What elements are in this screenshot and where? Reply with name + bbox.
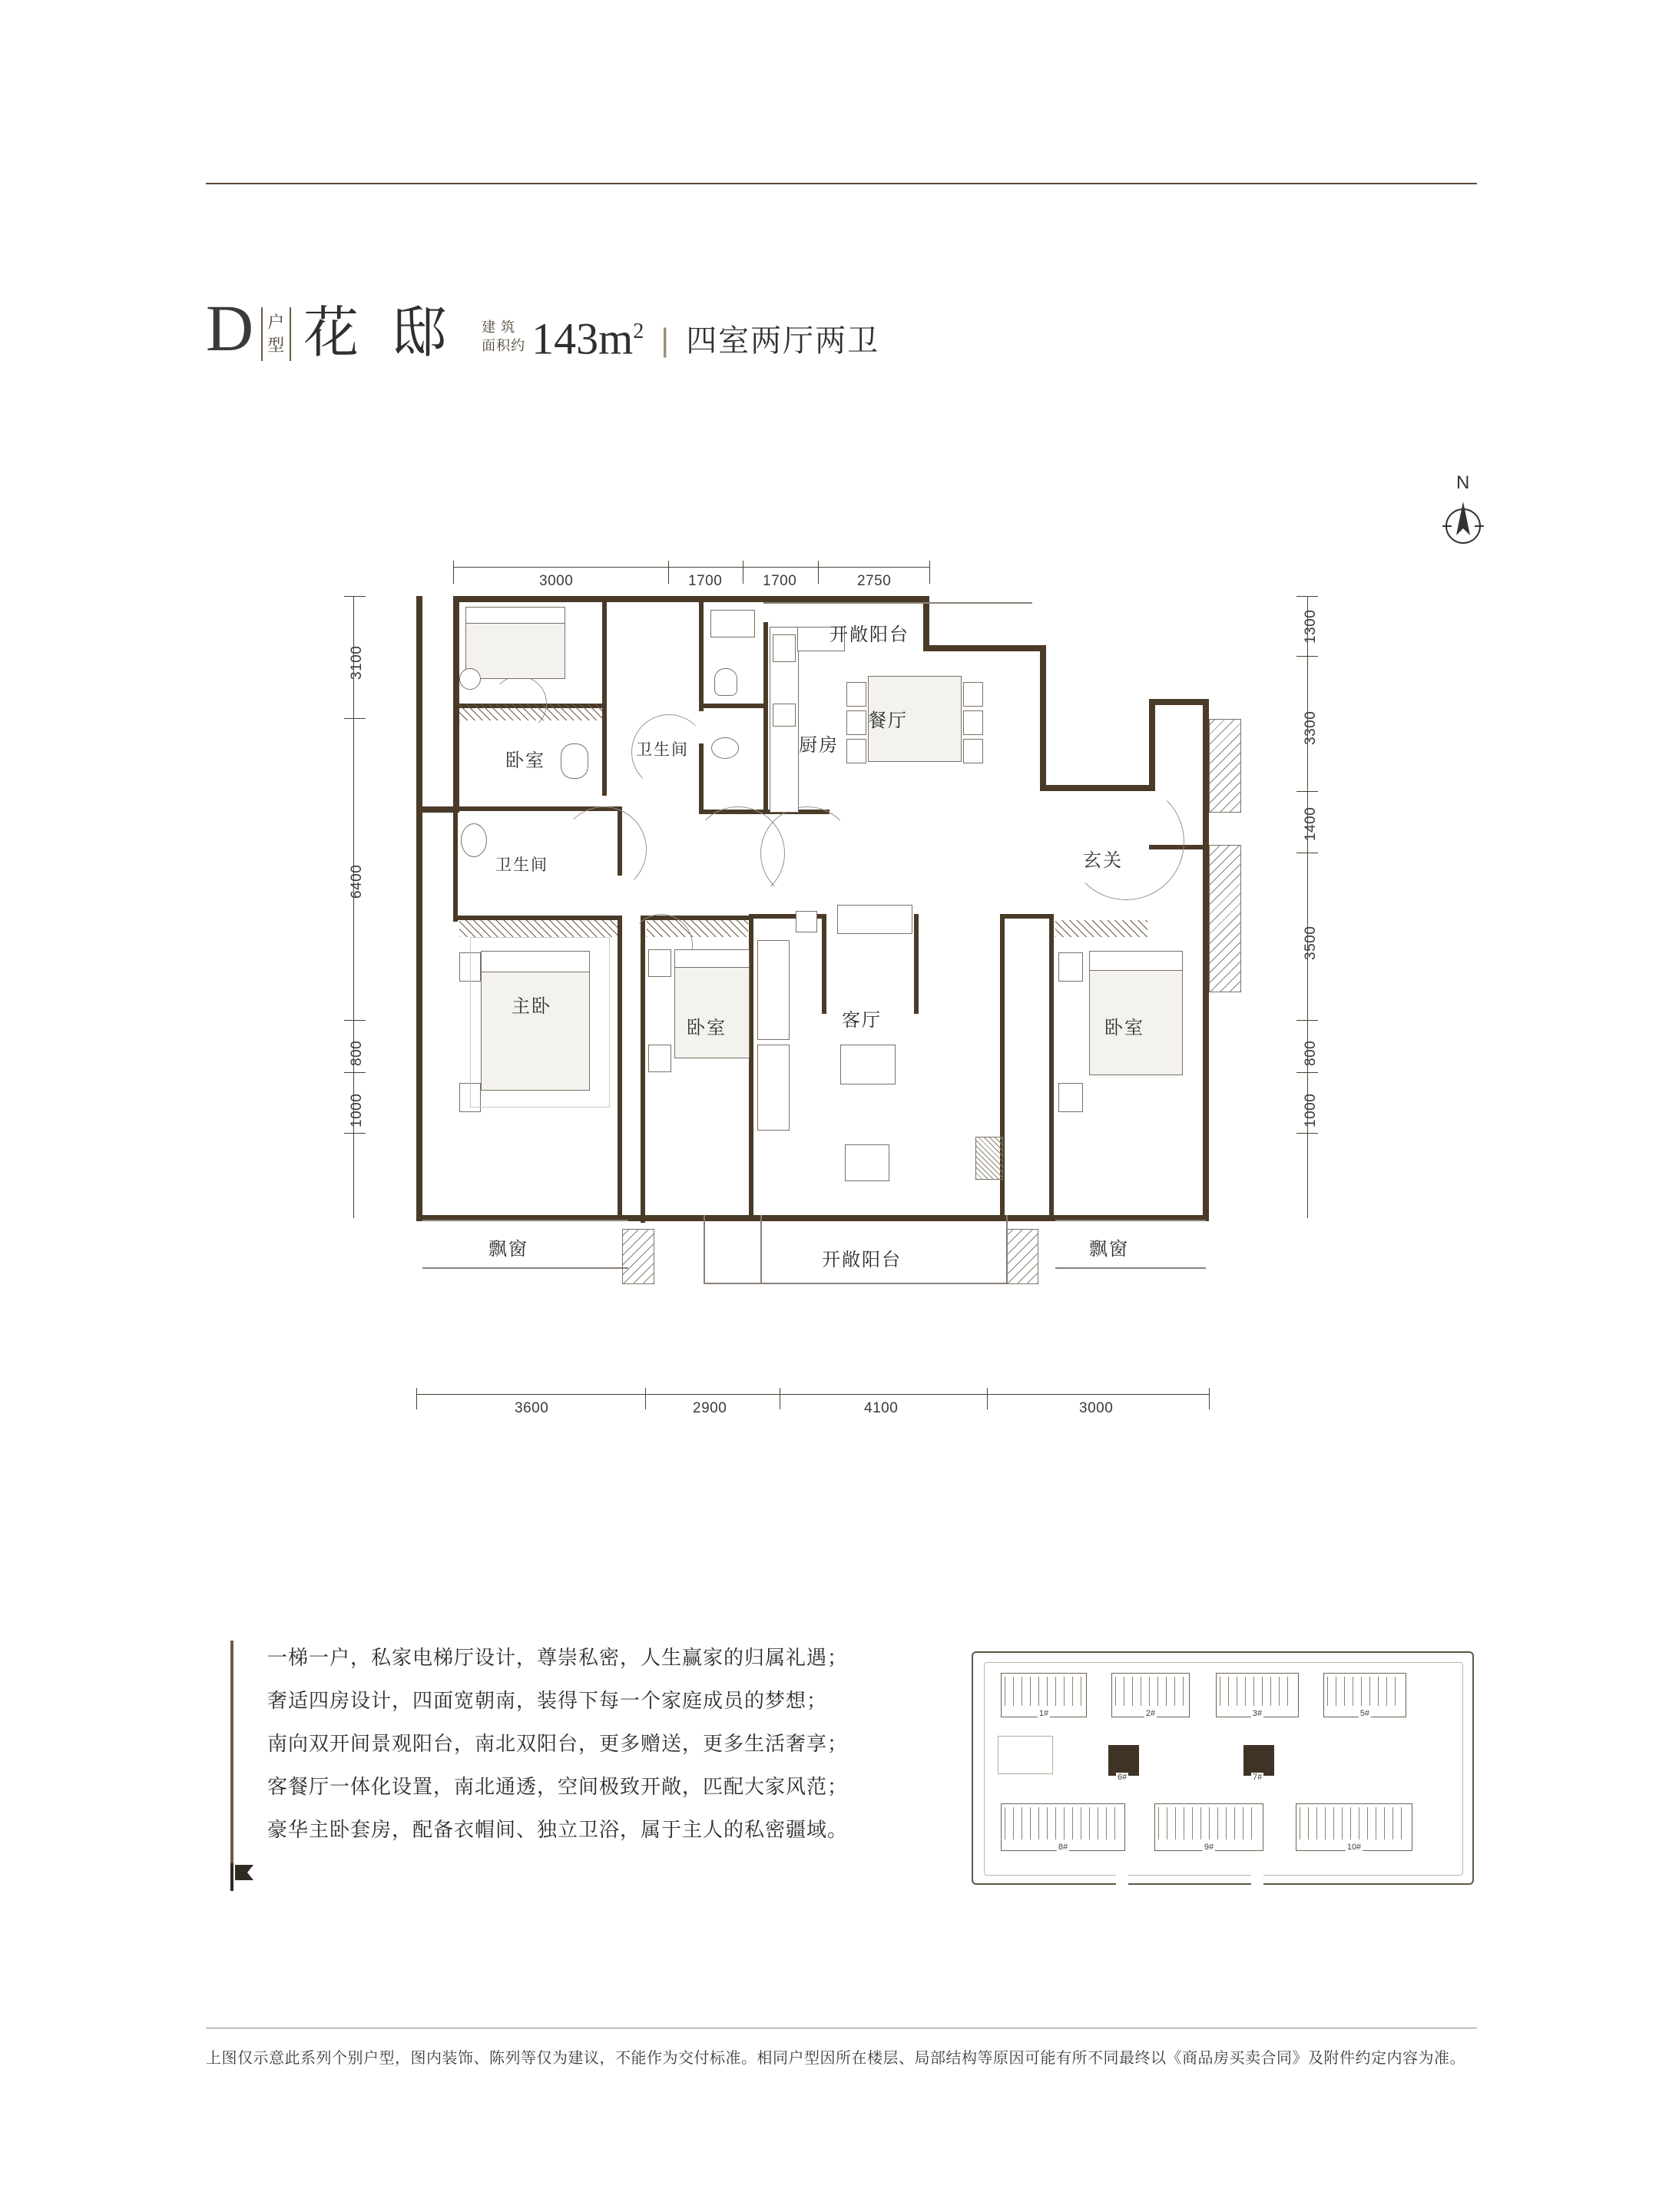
interior-wall: [453, 806, 458, 922]
building-units: [1300, 1807, 1409, 1839]
interior-wall: [618, 1083, 622, 1221]
room-label-bay-window-east: 飘窗: [1089, 1239, 1129, 1260]
sofa-main: [757, 1045, 790, 1131]
dining-chair: [846, 710, 866, 735]
bay-window-rail-west: [422, 1267, 628, 1269]
room-label-kitchen: 厨房: [799, 735, 839, 756]
exterior-wall-west: [416, 596, 422, 1220]
wall-seg: [1040, 785, 1155, 791]
dim-tick: [987, 1388, 988, 1409]
site-building-7-highlight[interactable]: [1243, 1745, 1274, 1776]
area-label: [482, 318, 525, 361]
exterior-wall-east: [1203, 699, 1209, 1221]
nightstand: [648, 1045, 671, 1072]
sink: [711, 737, 739, 759]
feature-item-4: 客餐厅一体化设置，南北通透，空间极致开敞，匹配大家风范；: [267, 1775, 849, 1798]
dim-right-1: 1300: [1303, 609, 1319, 644]
dim-right-5: 800: [1303, 1040, 1319, 1066]
interior-wall: [602, 704, 607, 796]
building-number: 1#: [1038, 1709, 1049, 1718]
wall-seg: [1040, 645, 1046, 791]
room-label-balcony-north: 开敞阳台: [830, 624, 909, 645]
area-value: [531, 310, 644, 361]
building-number: 6#: [1116, 1773, 1128, 1885]
unit-type-label-line2: 型: [267, 336, 286, 355]
dim-tick: [645, 1388, 646, 1409]
door-swing: [561, 806, 647, 892]
building-number: 9#: [1204, 1843, 1214, 1852]
compass: [1436, 472, 1490, 557]
shaft-hatch: [1006, 1229, 1038, 1284]
dim-tick: [929, 561, 930, 584]
feature-item-3: 南向双开间景观阳台，南北双阳台，更多赠送，更多生活奢享；: [267, 1732, 849, 1755]
dim-tick: [1296, 1133, 1318, 1134]
interior-wall: [618, 916, 622, 1092]
dim-right-6: 1000: [1303, 1093, 1319, 1128]
building-number: 7#: [1251, 1773, 1263, 1885]
interior-wall: [699, 704, 768, 708]
bay-window-rail-west: [422, 1220, 628, 1221]
unit-type-label: [261, 307, 291, 361]
unit-name: 花 邸: [303, 303, 456, 364]
area-label-line2: 面积约: [482, 338, 526, 353]
dim-left-3: 800: [349, 1040, 365, 1066]
plant: [796, 911, 817, 932]
toilet: [561, 743, 588, 779]
wall-seg: [1149, 699, 1209, 705]
nightstand: [1058, 952, 1083, 982]
dim-tick: [344, 1133, 366, 1134]
side-table: [845, 1144, 889, 1181]
dim-right-2: 3300: [1303, 710, 1319, 745]
building-number: 2#: [1145, 1709, 1156, 1718]
dim-tick: [344, 718, 366, 719]
area-number: 143m: [531, 313, 634, 363]
room-label-entry-foyer: 玄关: [1083, 850, 1123, 871]
wardrobe-hatch: [459, 920, 618, 937]
coffee-table: [840, 1045, 896, 1084]
bay-window-rail-east: [1055, 1220, 1206, 1221]
door-swing: [760, 806, 854, 900]
wall-seg: [923, 645, 1046, 651]
interior-wall: [699, 743, 704, 814]
dim-tick: [344, 1072, 366, 1073]
kitchen-sink: [773, 634, 796, 662]
room-label-bathroom-north: 卫生间: [636, 741, 689, 759]
dining-chair: [963, 739, 983, 763]
dim-tick: [1296, 596, 1318, 597]
dim-tick: [453, 561, 454, 584]
site-building-8[interactable]: [1001, 1803, 1125, 1851]
dim-top-2: 1700: [688, 573, 723, 589]
dim-bottom-3: 4100: [864, 1400, 899, 1416]
floor-plan: [330, 553, 1344, 1444]
unit-type-label-line1: 户: [267, 313, 286, 332]
dim-top-4: 2750: [857, 573, 892, 589]
interior-wall: [641, 916, 645, 1223]
building-number: 10#: [1346, 1843, 1362, 1852]
balcony-rail: [704, 1283, 765, 1284]
dim-tick: [416, 1388, 417, 1409]
building-number: 5#: [1359, 1709, 1370, 1718]
balcony-rail: [704, 1215, 705, 1284]
top-divider: [206, 183, 1477, 184]
room-label-dining: 餐厅: [868, 710, 908, 731]
site-building-10[interactable]: [1296, 1803, 1412, 1851]
bed-headboard: [465, 607, 565, 624]
interior-wall: [1049, 914, 1054, 1220]
sofa-side: [757, 940, 790, 1040]
balcony-rail-north: [763, 602, 1032, 604]
flag-icon: [230, 1863, 257, 1891]
room-label-bedroom-north: 卧室: [505, 750, 545, 771]
feature-item-2: 奢适四房设计，四面宽朝南，装得下每一个家庭成员的梦想；: [267, 1689, 828, 1712]
bay-window-rail-east: [1055, 1267, 1206, 1269]
site-building-5[interactable]: [1323, 1673, 1406, 1717]
exterior-wall-north: [453, 596, 929, 602]
dim-line-top: [453, 567, 929, 568]
compass-label: N: [1456, 472, 1470, 493]
dim-tick: [1296, 656, 1318, 657]
dim-right-3: 1400: [1303, 806, 1319, 841]
dim-tick: [1296, 1020, 1318, 1021]
interior-wall: [416, 1137, 422, 1221]
dim-bottom-4: 3000: [1079, 1400, 1114, 1416]
room-count: 四室两厅两卫: [686, 324, 880, 358]
interior-wall: [699, 596, 704, 711]
site-building-9[interactable]: [1154, 1803, 1263, 1851]
dim-tick: [1296, 1072, 1318, 1073]
room-label-bedroom-east: 卧室: [1104, 1018, 1144, 1038]
site-building-3[interactable]: [1216, 1673, 1299, 1717]
site-building-6-highlight[interactable]: [1108, 1745, 1139, 1776]
bed-headboard: [1089, 951, 1183, 971]
wardrobe-hatch: [1055, 920, 1147, 937]
rug: [470, 937, 610, 1108]
dim-tick: [344, 596, 366, 597]
interior-wall: [914, 914, 919, 1014]
title-block: [206, 276, 880, 365]
washbasin: [461, 823, 487, 857]
interior-wall: [1000, 914, 1054, 919]
disclaimer-text: 上图仅示意此系列个别户型，图内装饰、陈列等仅为建议，不能作为交付标准。相同户型因所在楼层、局部结构等原因可能有所不同最终以《商品房买卖合同》及附件约定内容为准。: [206, 2050, 1465, 2067]
dining-chair: [963, 682, 983, 707]
feature-item-5: 豪华主卧套房，配备衣帽间、独立卫浴，属于主人的私密疆域。: [267, 1818, 849, 1841]
room-label-balcony-south: 开敞阳台: [822, 1250, 902, 1270]
interior-wall: [602, 596, 607, 708]
armchair: [975, 1137, 1003, 1180]
site-building-2[interactable]: [1111, 1673, 1190, 1717]
area-label-line1: 建 筑: [482, 320, 516, 335]
nightstand: [1058, 1083, 1083, 1112]
wall-seg: [923, 596, 929, 650]
wall-seg: [1149, 699, 1155, 791]
area-unit: 2: [633, 319, 644, 343]
room-label-bedroom-middle: 卧室: [687, 1018, 727, 1038]
cooktop: [773, 704, 796, 727]
title-divider: |: [661, 322, 670, 358]
balcony-rail: [760, 1215, 762, 1284]
building-number: 8#: [1058, 1843, 1068, 1852]
balcony-rail: [760, 1283, 1008, 1284]
building-units: [1005, 1677, 1083, 1706]
nightstand: [648, 949, 671, 977]
tv-console: [837, 905, 912, 934]
building-units: [1005, 1807, 1121, 1839]
dining-chair: [846, 682, 866, 707]
site-plan-map[interactable]: [972, 1651, 1474, 1885]
building-units: [1327, 1677, 1402, 1706]
dim-tick: [668, 561, 669, 584]
site-facility: [998, 1736, 1053, 1774]
shaft-hatch: [1209, 719, 1241, 813]
interior-wall: [763, 622, 768, 814]
toilet: [714, 668, 737, 696]
dim-tick: [1209, 1388, 1210, 1409]
room-label-bay-window-west: 飘窗: [488, 1239, 528, 1260]
dim-tick: [344, 1020, 366, 1021]
building-units: [1115, 1677, 1186, 1706]
dim-left-4: 1000: [349, 1093, 365, 1128]
features-list: [230, 1636, 860, 1851]
dim-tick: [818, 561, 819, 584]
shaft-hatch: [1209, 845, 1241, 992]
shower-tray: [710, 610, 755, 637]
room-label-living-room: 客厅: [842, 1010, 882, 1031]
site-building-1[interactable]: [1001, 1673, 1087, 1717]
building-number: 3#: [1252, 1709, 1263, 1718]
dim-right-4: 3500: [1303, 926, 1319, 960]
dim-left-1: 3100: [349, 645, 365, 680]
entry-door-swing: [1068, 783, 1184, 900]
bed-headboard: [674, 949, 750, 968]
feature-item-1: 一梯一户，私家电梯厅设计，尊崇私密，人生赢家的归属礼遇；: [267, 1646, 849, 1669]
building-units: [1220, 1677, 1295, 1706]
dim-bottom-2: 2900: [693, 1400, 727, 1416]
building-units: [1158, 1807, 1260, 1839]
unit-type-letter: D: [206, 291, 254, 365]
dim-top-3: 1700: [763, 573, 797, 589]
interior-wall: [822, 914, 826, 1014]
dim-top-1: 3000: [539, 573, 574, 589]
dim-tick: [1296, 791, 1318, 792]
dim-left-2: 6400: [349, 864, 365, 899]
dining-chair: [846, 739, 866, 763]
dim-line-bottom: [416, 1394, 1209, 1395]
dining-chair: [963, 710, 983, 735]
nightstand: [459, 668, 481, 690]
room-label-master-bedroom: 主卧: [512, 996, 551, 1017]
dim-bottom-1: 3600: [515, 1400, 549, 1416]
shaft-hatch: [622, 1229, 654, 1284]
room-label-bathroom-master: 卫生间: [495, 856, 548, 874]
